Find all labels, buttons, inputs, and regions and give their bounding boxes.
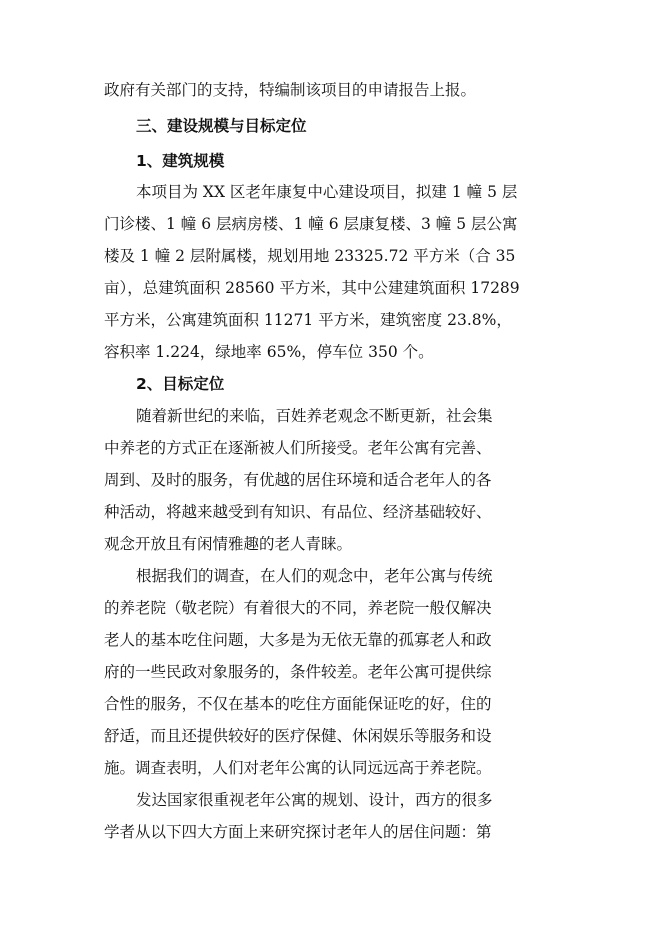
text-line: 舒适，而且还提供较好的医疗保健、休闲娱乐等服务和设 (104, 727, 492, 745)
text-line: 学者从以下四大方面上来研究探讨老年人的居住问题：第 (104, 823, 492, 841)
text-line: 政府有关部门的支持，特编制该项目的申请报告上报。 (104, 81, 477, 99)
text-line: 门诊楼、1 幢 6 层病房楼、1 幢 6 层康复楼、3 幢 5 层公寓 (104, 215, 518, 233)
text-line: 亩），总建筑面积 28560 平方米，其中公建建筑面积 17289 (104, 279, 520, 297)
text-line: 周到、及时的服务，有优越的居住环境和适合老年人的各 (104, 471, 492, 489)
subsection-heading: 1、建筑规模 (136, 152, 225, 170)
section-heading: 三、建设规模与目标定位 (136, 117, 307, 135)
text-line: 种活动，将越来越受到有知识、有品位、经济基础较好、 (104, 503, 492, 521)
text-line: 楼及 1 幢 2 层附属楼，规划用地 23325.72 平方米（合 35 (104, 247, 516, 265)
text-line: 合性的服务，不仅在基本的吃住方面能保证吃的好，住的 (104, 695, 492, 713)
text-line: 本项目为 XX 区老年康复中心建设项目，拟建 1 幢 5 层 (136, 183, 518, 201)
text-line: 容积率 1.224，绿地率 65%，停车位 350 个。 (104, 343, 434, 361)
text-line: 发达国家很重视老年公寓的规划、设计，西方的很多 (136, 791, 493, 809)
text-line: 施。调查表明，人们对老年公寓的认同远远高于养老院。 (104, 759, 492, 777)
text-line: 府的一些民政对象服务的，条件较差。老年公寓可提供综 (104, 663, 492, 681)
text-line: 观念开放且有闲情雅趣的老人青睐。 (104, 535, 353, 553)
text-line: 中养老的方式正在逐渐被人们所接受。老年公寓有完善、 (104, 439, 492, 457)
text-line: 老人的基本吃住问题，大多是为无依无靠的孤寡老人和政 (104, 631, 492, 649)
text-line: 的养老院（敬老院）有着很大的不同，养老院一般仅解决 (104, 599, 492, 617)
text-line: 平方米，公寓建筑面积 11271 平方米，建筑密度 23.8%， (104, 311, 512, 329)
text-line: 根据我们的调查，在人们的观念中，老年公寓与传统 (136, 567, 493, 585)
subsection-heading: 2、目标定位 (136, 375, 225, 393)
text-line: 随着新世纪的来临，百姓养老观念不断更新，社会集 (136, 407, 493, 425)
